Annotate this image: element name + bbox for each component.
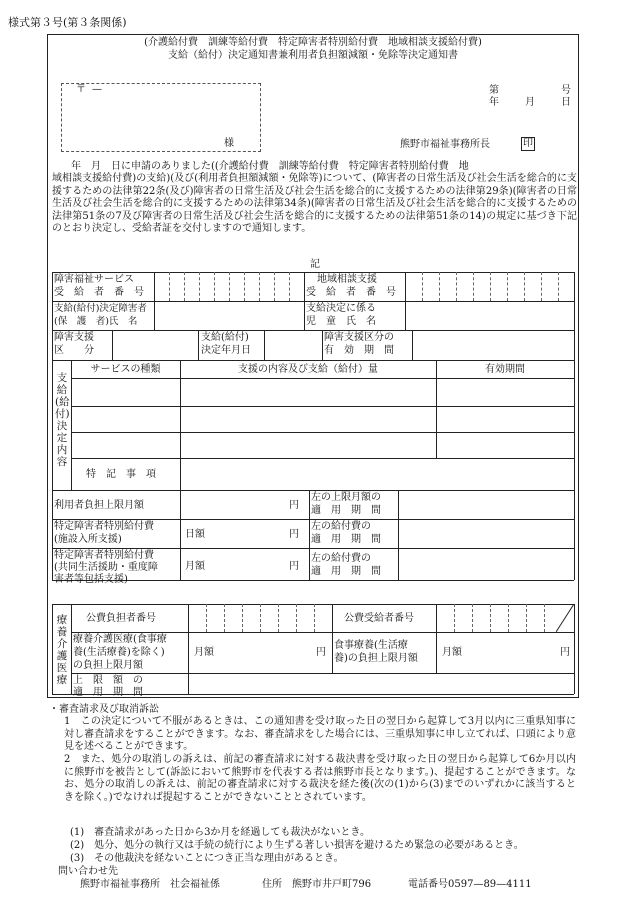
table-rule	[52, 580, 574, 581]
ki-mark: 記	[310, 259, 320, 270]
digit-separator	[541, 272, 542, 301]
table-rule	[52, 548, 574, 549]
meal-limit-label-2: 養)の負担上限月額	[334, 653, 418, 664]
table-rule	[71, 632, 574, 633]
digit-separator	[260, 604, 261, 632]
digit-separator	[206, 604, 207, 632]
table-rule	[71, 604, 72, 694]
doc-number-suffix: 号	[561, 85, 571, 96]
facility-benefit-label: 特定障害者特別給付費	[54, 521, 154, 532]
appeal-paragraph-1: 1 この決定について不服があるときは、この通知書を受け取った日の翌日から起算して3月以内に三重県知事に対し審査請求をすることができます。なお、審査請求をした場合には、三重県知事に申し立てれば、口頭により意見を述べることができます。	[64, 716, 576, 752]
digit-separator	[278, 604, 279, 632]
care-medical-limit-label-3: の負担上限月額	[73, 660, 143, 671]
public-recipient-number-label: 公費受給者番号	[344, 613, 414, 624]
yen-unit: 円	[289, 561, 299, 572]
digit-separator	[314, 604, 315, 632]
child-name-label-2: 児 童 氏 名	[306, 316, 376, 327]
category-period-label-2: 有 効 期 間	[324, 345, 394, 356]
table-rule	[71, 406, 574, 407]
child-name-label: 支給決定に係る	[306, 303, 376, 314]
table-rule	[180, 490, 181, 580]
table-rule	[52, 272, 574, 273]
document-title: 支給（給付）決定通知書兼利用者負担額減額・免除等決定通知書	[168, 50, 458, 61]
digit-separator	[274, 272, 275, 301]
consult-number-label-2: 受 給 者 番 号	[306, 287, 396, 298]
postal-mark: 〒	[76, 84, 86, 95]
category-period-label: 障害支援区分の	[324, 332, 394, 343]
yen-unit: 円	[289, 529, 299, 540]
appeal-heading: ・審査請求及び取消訴訟	[49, 704, 159, 715]
digit-separator	[526, 604, 527, 632]
table-rule	[71, 432, 574, 433]
medical-side-label: 療養介護医療	[56, 614, 68, 686]
table-rule	[405, 272, 406, 330]
digit-separator	[508, 604, 509, 632]
appeal-item-3: (3) その他裁決を経ないことにつき正当な理由があるとき。	[70, 853, 344, 864]
table-rule	[52, 519, 574, 520]
decision-content-side-label: 支給(給付)決定内容	[55, 372, 70, 468]
yen-unit: 円	[560, 647, 570, 658]
appeal-paragraph-2: 2 また、処分の取消しの訴えは、前記の審査請求に対する裁決書を受け取った日の翌日から起算して6か月以内に熊野市を被告として(訴訟において熊野市を代表する者は熊野市長となります。)、提起することができます。なお、処分の取消しの訴えは、前記の審査請求に対する裁決を経た後(次の(1)から(3)までのいずれかに該当するときを除く。)でなければ提起することができないこととされています。	[64, 754, 576, 803]
table-rule	[71, 458, 574, 459]
appeal-item-1: (1) 審査請求があった日から3か月を経過しても裁決がないとき。	[70, 827, 371, 838]
col-valid-period: 有効期間	[485, 364, 525, 375]
digit-separator	[490, 272, 491, 301]
yen-unit: 円	[316, 647, 326, 658]
digit-separator	[456, 272, 457, 301]
table-rule	[188, 604, 189, 694]
meal-limit-label: 食事療養(生活療	[334, 640, 408, 651]
benefit-period-label-2: 適 用 期 間	[311, 534, 381, 545]
digit-separator	[199, 272, 200, 301]
table-rule	[180, 458, 181, 490]
medical-period-label: 上 限 額 の	[73, 675, 143, 686]
appeal-item-2: (2) 処分、処分の執行又は手続の続行により生ずる著しい損害を避けるため緊急の必要があるとき。	[70, 840, 524, 851]
table-rule	[154, 272, 155, 330]
table-rule	[309, 490, 310, 580]
group-period-label-2: 適 用 期 間	[311, 566, 381, 577]
table-rule	[52, 604, 53, 694]
public-payer-number-label: 公費負担者番号	[86, 613, 156, 624]
table-rule	[436, 604, 437, 673]
contact-heading: 問い合わせ先	[58, 866, 118, 877]
table-rule	[332, 604, 333, 673]
digit-separator	[507, 272, 508, 301]
guardian-name-label: 支給(給付)決定障害者	[54, 303, 147, 314]
table-rule	[52, 360, 574, 361]
table-rule	[574, 272, 575, 580]
digit-separator	[296, 604, 297, 632]
form-number: 様式第３号(第３条関係)	[8, 16, 127, 29]
slash-mark	[556, 604, 574, 632]
yen-unit: 円	[289, 500, 299, 511]
benefit-period-label: 左の給付費の	[311, 521, 371, 532]
table-rule	[52, 330, 574, 331]
table-rule	[52, 604, 574, 605]
col-service-type: サービスの種類	[90, 364, 161, 375]
group-period-label: 左の給付費の	[311, 553, 371, 564]
table-rule	[412, 330, 413, 360]
digit-separator	[214, 272, 215, 301]
group-benefit-label: 特定障害者特別給付費	[54, 550, 154, 561]
group-benefit-label-2: (共同生活援助・重度障	[54, 562, 158, 573]
limit-period-label: 左の上限月額の	[311, 492, 381, 503]
digit-separator	[244, 272, 245, 301]
digit-separator	[184, 272, 185, 301]
digit-separator	[422, 272, 423, 301]
table-rule	[264, 330, 265, 360]
digit-separator	[229, 272, 230, 301]
table-rule	[71, 673, 574, 674]
digit-separator	[454, 604, 455, 632]
table-rule	[322, 330, 323, 360]
monthly-amount-label: 月額	[185, 561, 205, 572]
seal-box: 印	[523, 138, 533, 149]
table-rule	[112, 330, 113, 360]
title-line-1: (介護給付費 訓練等給付費 特定障害者特別給付費 地域相談支援給付費)	[144, 37, 482, 48]
recipient-number-label-2: 受 給 者 番 号	[54, 287, 144, 298]
facility-benefit-label-2: (施設入所支援)	[54, 534, 122, 545]
digit-separator	[242, 604, 243, 632]
intro-body: 域相談支援給付費)の支給)(及び(利用者負担額減額・免除等)について、(障害者の日常生活及び社会生活を総合的に支援するための法律第22条(及び)障害者の日常生活及び社会生活を総合的に支援するための法律第29条)(障害者の日常生活及び社会生活を総合的に支援するための法律第34条)(障害者の日常生活及び社会生活を総合的に支援するための法律第51条の7及び障害者の日常生活及び社会生活を総合的に支援するための法律第51条の14)の規定に基づき下記のとおり決定し、受給者証を交付しますので通知します。	[52, 173, 577, 234]
table-rule	[198, 330, 199, 360]
contact-office: 熊野市福祉事務所 社会福祉係	[80, 879, 220, 890]
digit-separator	[473, 272, 474, 301]
medical-period-label-2: 適 用 期 間	[73, 687, 143, 698]
table-rule	[304, 272, 305, 330]
medical-monthly-label: 月額	[194, 647, 214, 658]
decision-date-label: 支給(給付)	[201, 332, 249, 343]
digit-separator	[524, 272, 525, 301]
digit-separator	[472, 604, 473, 632]
doc-date-day: 日	[561, 97, 571, 108]
table-rule	[71, 360, 72, 490]
digit-separator	[224, 604, 225, 632]
contact-phone: 電話番号0597—89—4111	[408, 879, 532, 890]
intro-first-line: 年 月 日に申請のありました((介護給付費 訓練等給付費 特定障害者特別給付費 地	[71, 161, 469, 172]
decision-date-label-2: 決定年月日	[201, 345, 251, 356]
postal-dash: —	[92, 84, 102, 95]
contact-address: 住所 熊野市井戸町796	[262, 879, 372, 890]
digit-separator	[439, 272, 440, 301]
digit-separator	[289, 272, 290, 301]
support-category-label: 障害支援	[54, 332, 94, 343]
guardian-name-label-2: (保 護 者)氏 名	[54, 316, 138, 327]
digit-separator	[544, 604, 545, 632]
table-rule	[398, 490, 399, 580]
table-rule	[52, 490, 574, 491]
sender-name: 熊野市福祉事務所長	[400, 139, 490, 150]
consult-number-label: 地域相談支援	[317, 274, 377, 285]
table-rule	[52, 301, 574, 302]
table-rule	[574, 604, 575, 694]
doc-date-year: 年	[489, 97, 499, 108]
daily-amount-label: 日額	[185, 529, 205, 540]
limit-period-label-2: 適 用 期 間	[311, 505, 381, 516]
table-rule	[71, 378, 574, 379]
doc-date-month: 月	[525, 97, 535, 108]
table-rule	[52, 272, 53, 580]
doc-number-prefix: 第	[489, 85, 499, 96]
group-benefit-label-3: 害者等包括支援)	[54, 574, 128, 585]
digit-separator	[259, 272, 260, 301]
digit-separator	[558, 272, 559, 301]
care-medical-limit-label: 療養介護医療(食事療	[73, 634, 167, 645]
special-notes-label: 特 記 事 項	[86, 469, 156, 480]
support-category-label-2: 区 分	[54, 345, 94, 356]
recipient-number-label: 障害福祉サービス	[54, 274, 134, 285]
care-medical-limit-label-2: 養(生活療養)を除く)	[73, 647, 165, 658]
digit-separator	[169, 272, 170, 301]
limit-monthly-label: 利用者負担上限月額	[54, 500, 144, 511]
col-support-content: 支援の内容及び支給（給付）量	[238, 364, 378, 375]
digit-separator	[490, 604, 491, 632]
addressee-honorific: 様	[224, 138, 234, 149]
meal-monthly-label: 月額	[442, 647, 462, 658]
